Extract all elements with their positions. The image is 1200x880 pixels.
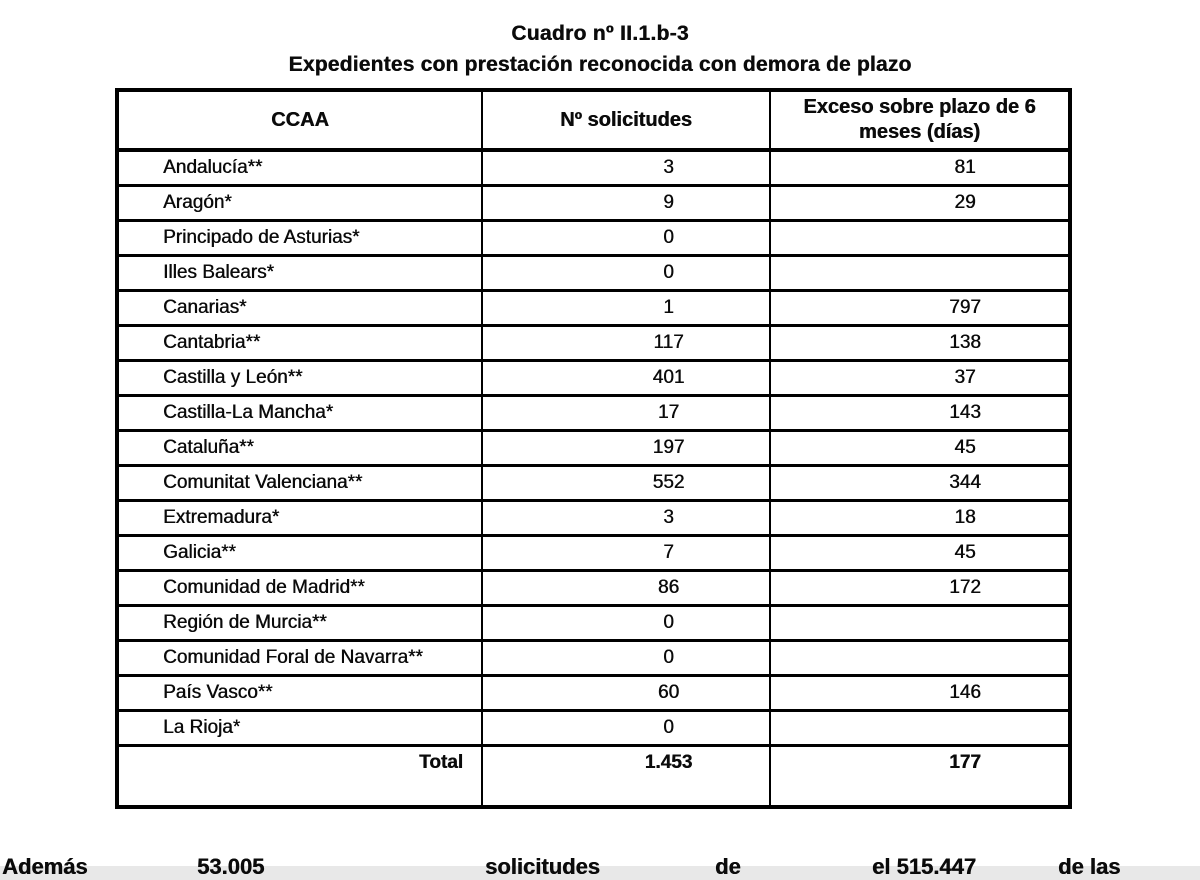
exceso-cell bbox=[770, 711, 1070, 746]
ccaa-cell: Región de Murcia** bbox=[117, 606, 482, 641]
table-row bbox=[117, 606, 1070, 641]
expedientes-table bbox=[115, 88, 1072, 809]
table-row bbox=[117, 361, 1070, 396]
table-row bbox=[117, 711, 1070, 746]
solicitudes-cell: 0 bbox=[482, 221, 770, 256]
table-row bbox=[117, 641, 1070, 676]
ccaa-cell: Comunidad de Madrid** bbox=[117, 571, 482, 606]
solicitudes-cell: 1 bbox=[482, 291, 770, 326]
table-row bbox=[117, 501, 1070, 536]
solicitudes-cell: 60 bbox=[482, 676, 770, 711]
ccaa-cell: Principado de Asturias* bbox=[117, 221, 482, 256]
table-row bbox=[117, 256, 1070, 291]
ccaa-cell: País Vasco** bbox=[117, 676, 482, 711]
solicitudes-cell: 0 bbox=[482, 606, 770, 641]
solicitudes-cell: 0 bbox=[482, 711, 770, 746]
solicitudes-cell: 401 bbox=[482, 361, 770, 396]
ccaa-cell: Extremadura* bbox=[117, 501, 482, 536]
table-row bbox=[117, 221, 1070, 256]
table-row bbox=[117, 326, 1070, 361]
ccaa-cell: Castilla-La Mancha* bbox=[117, 396, 482, 431]
footer-fragment: de las bbox=[1058, 854, 1121, 879]
solicitudes-cell: 9 bbox=[482, 186, 770, 221]
exceso-cell: 18 bbox=[770, 501, 1070, 536]
exceso-cell: 37 bbox=[770, 361, 1070, 396]
table-row bbox=[117, 150, 1070, 186]
solicitudes-cell: 552 bbox=[482, 466, 770, 501]
ccaa-cell: Comunitat Valenciana** bbox=[117, 466, 482, 501]
caption-block bbox=[0, 0, 1200, 77]
ccaa-cell: La Rioja* bbox=[117, 711, 482, 746]
solicitudes-cell: 3 bbox=[482, 150, 770, 186]
table-row bbox=[117, 186, 1070, 221]
ccaa-cell: Canarias* bbox=[117, 291, 482, 326]
footer-fragment: el 515.447 bbox=[872, 854, 976, 879]
total-solicitudes: 1.453 bbox=[482, 746, 770, 808]
footer-fragment: Además bbox=[2, 854, 88, 879]
table-row bbox=[117, 291, 1070, 326]
table-row bbox=[117, 571, 1070, 606]
page-subtitle: Expedientes con prestación reconocida con demora de plazo bbox=[288, 53, 912, 76]
ccaa-cell: Andalucía** bbox=[117, 150, 482, 186]
total-exceso: 177 bbox=[770, 746, 1070, 808]
exceso-cell bbox=[770, 606, 1070, 641]
solicitudes-cell: 117 bbox=[482, 326, 770, 361]
exceso-cell bbox=[770, 221, 1070, 256]
solicitudes-cell: 0 bbox=[482, 641, 770, 676]
solicitudes-cell: 17 bbox=[482, 396, 770, 431]
ccaa-cell: Cantabria** bbox=[117, 326, 482, 361]
exceso-cell: 143 bbox=[770, 396, 1070, 431]
ccaa-cell: Galicia** bbox=[117, 536, 482, 571]
footer-fragment: 53.005 bbox=[197, 854, 265, 879]
col-header-ccaa: CCAA bbox=[117, 90, 482, 150]
col-header-solicitudes: Nº solicitudes bbox=[482, 90, 770, 150]
table-row bbox=[117, 676, 1070, 711]
ccaa-cell: Castilla y León** bbox=[117, 361, 482, 396]
clipped-footer-line bbox=[0, 846, 1200, 879]
table-row bbox=[117, 396, 1070, 431]
table-row bbox=[117, 466, 1070, 501]
solicitudes-cell: 197 bbox=[482, 431, 770, 466]
exceso-cell: 45 bbox=[770, 536, 1070, 571]
header-row bbox=[117, 90, 1070, 150]
exceso-cell: 797 bbox=[770, 291, 1070, 326]
exceso-cell bbox=[770, 641, 1070, 676]
exceso-cell: 138 bbox=[770, 326, 1070, 361]
footer-fragment: de bbox=[715, 854, 741, 879]
page-title: Cuadro nº II.1.b-3 bbox=[511, 22, 689, 45]
footer-fragment: solicitudes bbox=[485, 854, 600, 879]
table-row bbox=[117, 536, 1070, 571]
exceso-cell: 81 bbox=[770, 150, 1070, 186]
solicitudes-cell: 7 bbox=[482, 536, 770, 571]
total-label: Total bbox=[117, 746, 482, 808]
exceso-cell: 146 bbox=[770, 676, 1070, 711]
solicitudes-cell: 3 bbox=[482, 501, 770, 536]
solicitudes-cell: 86 bbox=[482, 571, 770, 606]
col-header-exceso: Exceso sobre plazo de 6 meses (días) bbox=[770, 90, 1070, 150]
exceso-cell: 45 bbox=[770, 431, 1070, 466]
table-row bbox=[117, 431, 1070, 466]
exceso-cell: 344 bbox=[770, 466, 1070, 501]
exceso-cell: 29 bbox=[770, 186, 1070, 221]
exceso-cell: 172 bbox=[770, 571, 1070, 606]
ccaa-cell: Illes Balears* bbox=[117, 256, 482, 291]
ccaa-cell: Aragón* bbox=[117, 186, 482, 221]
ccaa-cell: Comunidad Foral de Navarra** bbox=[117, 641, 482, 676]
total-row bbox=[117, 746, 1070, 808]
ccaa-cell: Cataluña** bbox=[117, 431, 482, 466]
solicitudes-cell: 0 bbox=[482, 256, 770, 291]
exceso-cell bbox=[770, 256, 1070, 291]
